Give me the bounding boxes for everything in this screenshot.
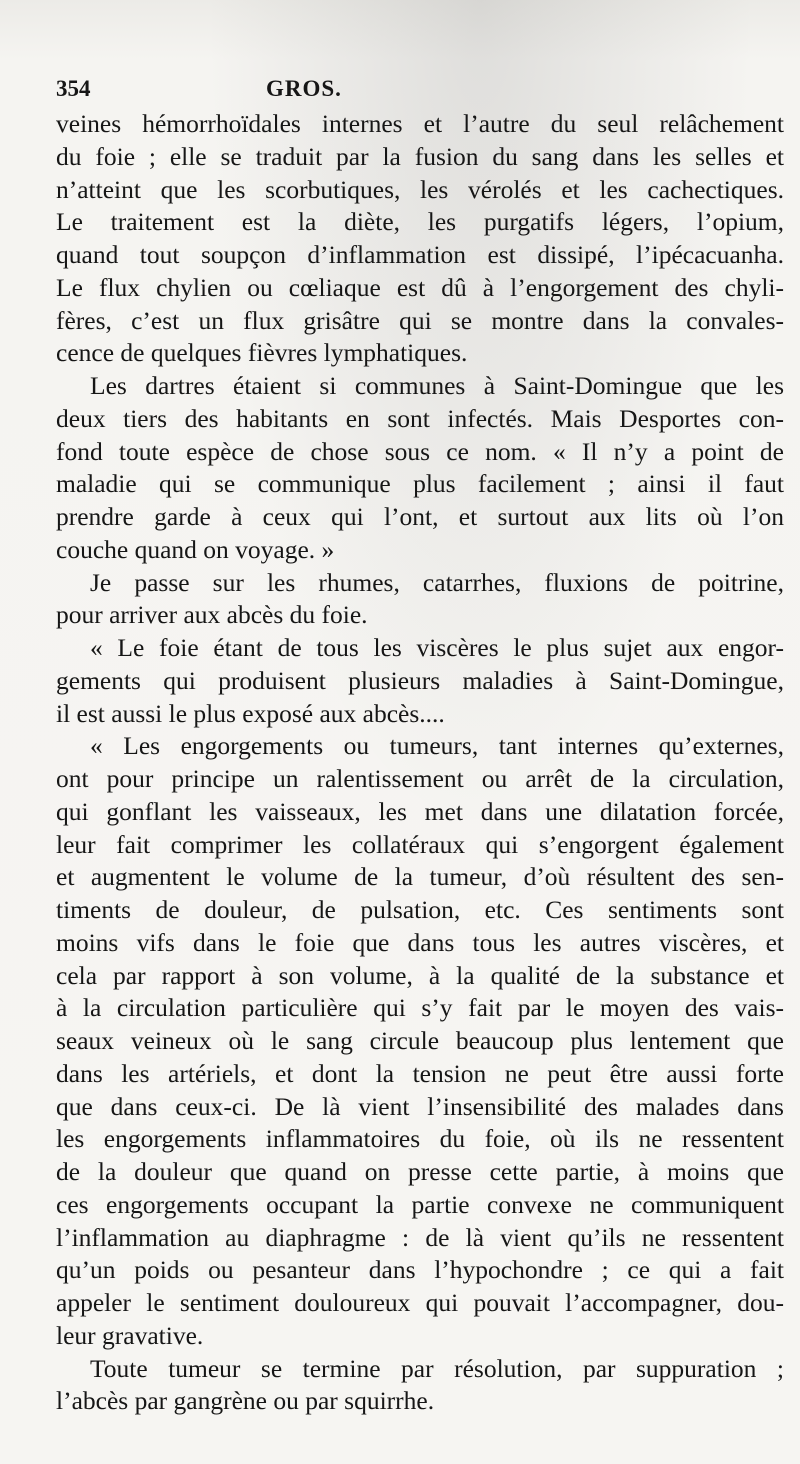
text-line: Les dartres étaient si communes à Saint-Domingue que les	[90, 371, 784, 400]
text-line: veines hémorrhoïdales internes et l’autre du seul relâchement	[56, 109, 784, 138]
text-line: pour arriver aux abcès du foie.	[56, 600, 368, 630]
text-line: leur gravative.	[56, 1320, 204, 1350]
text-line: fères, c’est un flux grisâtre qui se montre dans la convales-	[56, 305, 784, 335]
text-line: gements qui produisent plusieurs maladies à Saint-Domingue,	[56, 665, 784, 695]
text-line: Le flux chylien ou cœliaque est dû à l’engorgement des chyli-	[56, 272, 784, 302]
text-line: qu’un poids ou pesanteur dans l’hypochondre ; ce qui a fait	[56, 1255, 784, 1285]
text-line: maladie qui se communique plus facilement ; ainsi il faut	[56, 469, 784, 499]
text-line: Toute tumeur se termine par résolution, par suppuration ;	[90, 1353, 784, 1383]
text-line: l’inflammation au diaphragme : de là vient qu’ils ne ressentent	[56, 1222, 784, 1252]
text-line: à la circulation particulière qui s’y fait par le moyen des vais-	[56, 993, 784, 1023]
text-line: l’abcès par gangrène ou par squirrhe.	[56, 1386, 435, 1416]
text-line: couche quand on voyage. »	[56, 534, 335, 564]
body-text	[56, 108, 784, 1418]
text-line: seaux veineux où le sang circule beaucoup plus lentement que	[56, 1026, 784, 1055]
text-line: que dans ceux-ci. De là vient l’insensibilité des malades dans	[56, 1091, 784, 1121]
text-line: fond toute espèce de chose sous ce nom. « Il n’y a point de	[56, 436, 784, 466]
page-number: 354	[56, 76, 91, 101]
text-line: cence de quelques fièvres lymphatiques.	[56, 338, 468, 368]
running-head: GROS.	[266, 76, 342, 101]
text-line: leur fait comprimer les collatéraux qui s’engorgent également	[56, 829, 784, 859]
text-line: cela par rapport à son volume, à la qualité de la substance et	[56, 960, 784, 990]
text-line: les engorgements inflammatoires du foie, où ils ne ressentent	[56, 1124, 784, 1154]
text-line: timents de douleur, de pulsation, etc. Ces sentiments sont	[56, 895, 784, 924]
text-line: et augmentent le volume de la tumeur, d’où résultent des sen-	[56, 862, 784, 892]
text-line: « Les engorgements ou tumeurs, tant internes qu’externes,	[90, 731, 784, 761]
text-line: dans les artériels, et dont la tension ne peut être aussi forte	[56, 1058, 784, 1088]
page-header	[56, 76, 756, 108]
text-line: « Le foie étant de tous les viscères le plus sujet aux engor-	[90, 633, 784, 662]
text-line: quand tout soupçon d’inflammation est dissipé, l’ipécacuanha.	[56, 240, 784, 269]
text-line: moins vifs dans le foie que dans tous les autres viscères, et	[56, 927, 784, 957]
text-line: Je passe sur les rhumes, catarrhes, fluxions de poitrine,	[90, 567, 784, 597]
text-line: il est aussi le plus exposé aux abcès....	[56, 698, 445, 728]
text-line: du foie ; elle se traduit par la fusion du sang dans les selles et	[56, 141, 784, 171]
text-line: de la douleur que quand on presse cette partie, à moins que	[56, 1157, 784, 1186]
text-line: n’atteint que les scorbutiques, les vérolés et les cachectiques.	[56, 174, 784, 204]
text-line: Le traitement est la diète, les purgatifs légers, l’opium,	[56, 207, 784, 237]
text-line: ces engorgements occupant la partie convexe ne communiquent	[56, 1189, 784, 1219]
text-line: deux tiers des habitants en sont infectés. Mais Desportes con-	[56, 403, 784, 433]
text-line: qui gonflant les vaisseaux, les met dans une dilatation forcée,	[56, 796, 784, 826]
text-line: appeler le sentiment douloureux qui pouvait l’accompagner, dou-	[56, 1288, 784, 1317]
text-line: prendre garde à ceux qui l’ont, et surtout aux lits où l’on	[56, 502, 784, 531]
text-line: ont pour principe un ralentissement ou arrêt de la circulation,	[56, 764, 784, 793]
